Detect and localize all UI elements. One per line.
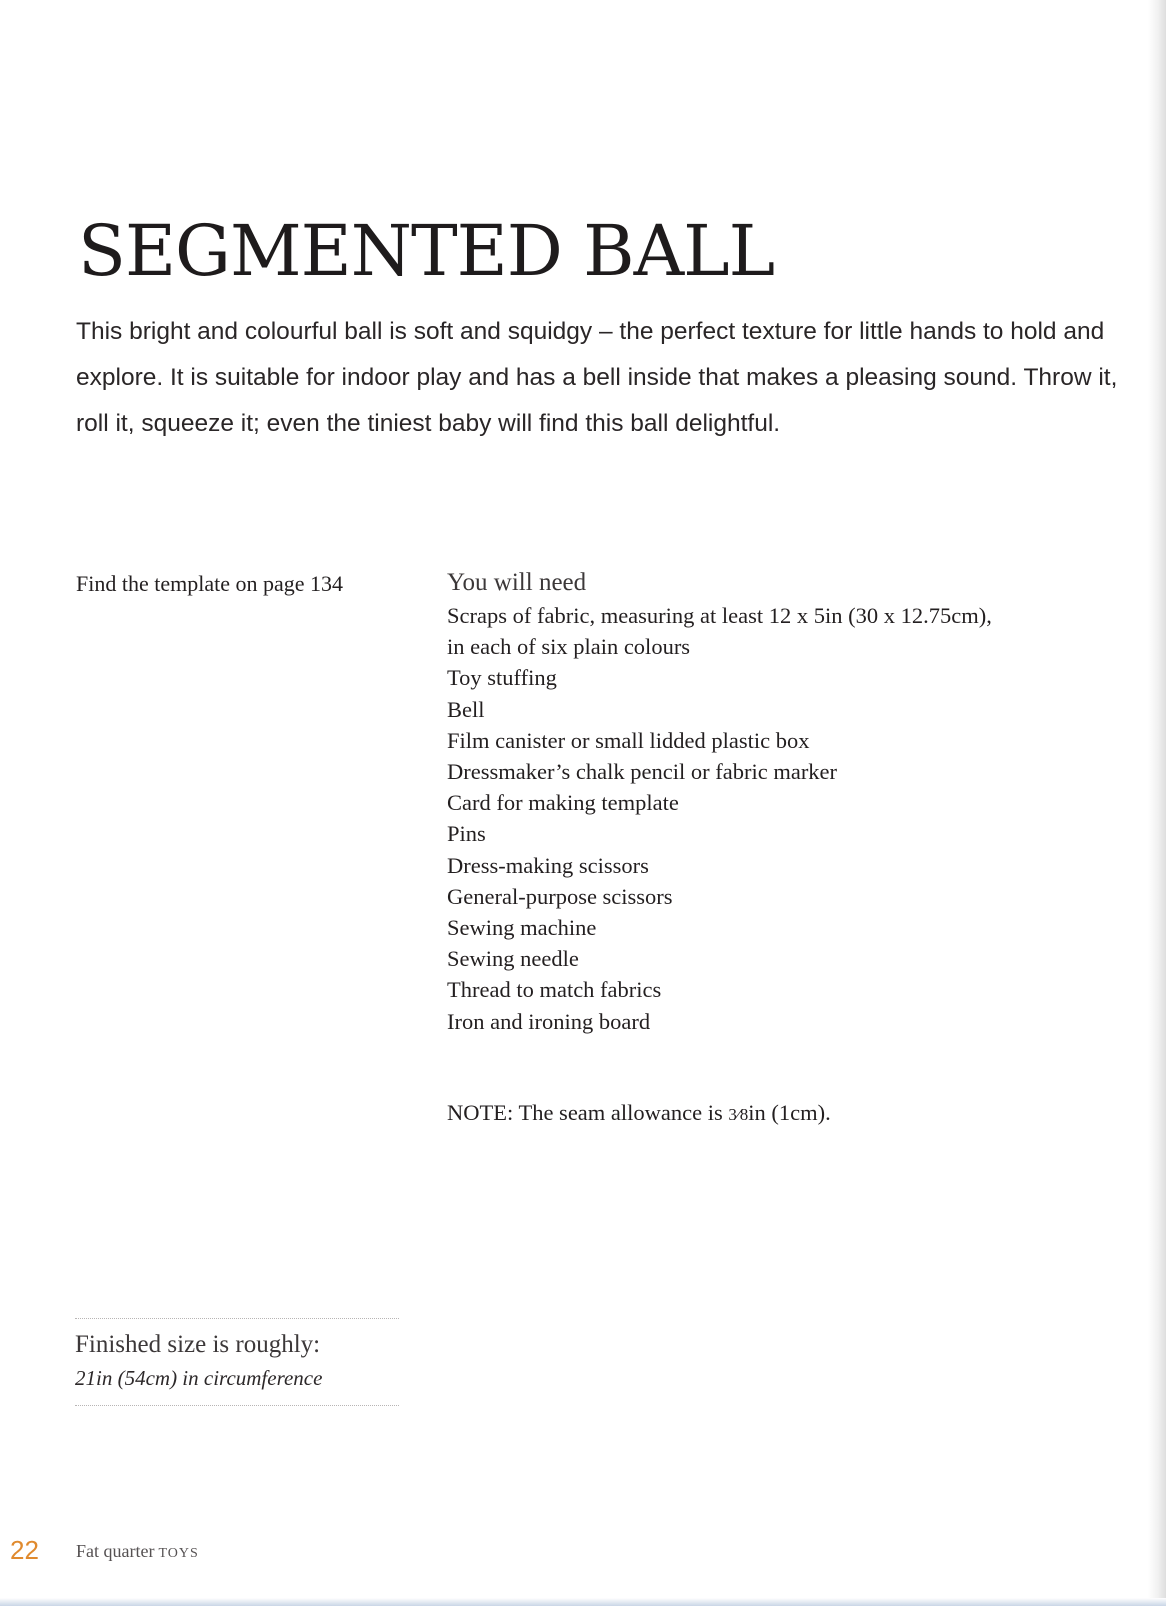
you-will-need-heading: You will need [447, 569, 587, 596]
page-bottom-edge [0, 1598, 1166, 1606]
list-item: Iron and ironing board [447, 1008, 651, 1034]
template-reference: Find the template on page 134 [76, 571, 343, 596]
list-item: Sewing machine [447, 915, 597, 941]
list-item: Card for making template [447, 790, 679, 816]
finished-size-label: Finished size is roughly: [75, 1331, 321, 1358]
section-name: TOYS [158, 1546, 199, 1561]
intro-paragraph: This bright and colourful ball is soft and squidgy – the perfect texture for little hands to hold and explore. It is suitable for indoor play and has a bell inside that makes a pleasing sound. Throw it, roll it, squeeze it; even the tiniest baby will find this ball delightful. [76, 318, 1118, 437]
list-item: Pins [447, 821, 486, 847]
list-item: Sewing needle [447, 946, 579, 972]
page-number: 22 [10, 1535, 39, 1565]
list-item-continuation: in each of six plain colours [447, 634, 691, 660]
finished-size-value: 21in (54cm) in circumference [75, 1366, 323, 1390]
seam-allowance-note [447, 1097, 831, 1130]
list-item: Thread to match fabrics [447, 977, 662, 1003]
page-title: SEGMENTED BALL [78, 210, 775, 292]
list-item: Dressmaker’s chalk pencil or fabric marker [447, 759, 838, 785]
list-item: Film canister or small lidded plastic box [447, 727, 810, 753]
list-item: Dress-making scissors [447, 852, 649, 878]
note-suffix: in (1cm). [748, 1100, 831, 1125]
running-footer [76, 1540, 199, 1565]
finished-size-box [75, 1318, 399, 1406]
page-edge-shadow [1148, 0, 1166, 1606]
book-title: Fat quarter [76, 1541, 155, 1561]
materials-list [447, 600, 992, 1037]
list-item-text: Scraps of fabric, measuring at least 12 x 5in (30 x 12.75cm), [447, 603, 992, 628]
note-prefix: NOTE: The seam allowance is [447, 1100, 729, 1125]
list-item: General-purpose scissors [447, 883, 673, 909]
note-fraction: 3⁄8 [728, 1105, 749, 1124]
list-item [447, 600, 992, 662]
list-item: Bell [447, 696, 485, 722]
list-item: Toy stuffing [447, 665, 557, 691]
